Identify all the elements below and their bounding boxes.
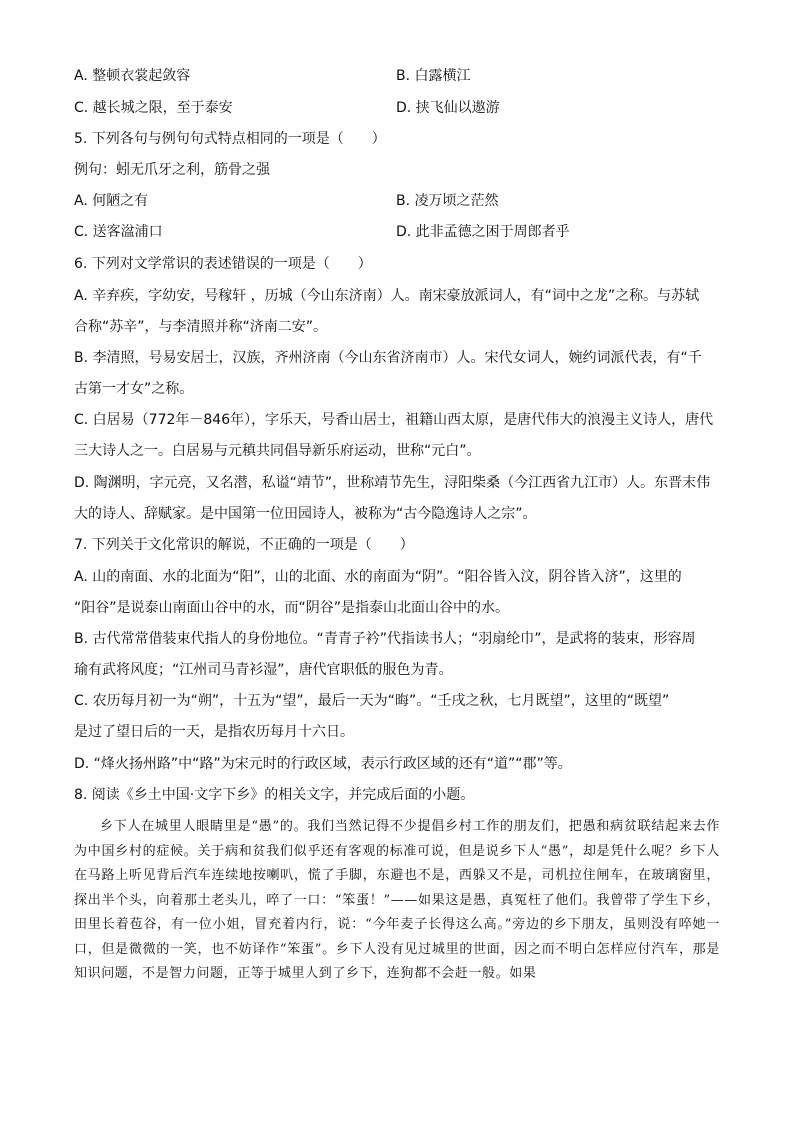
q6-option-d-line1: D. 陶渊明，字元亮，又名潜，私谥“靖节”，世称靖节先生，浔阳柴桑（今江西省九江市）人。东晋末伟: [74, 475, 711, 491]
q6-option-a-line2: 合称“苏辛”，与李清照并称“济南二安”。: [74, 319, 328, 335]
reading-passage: [74, 815, 720, 987]
q6-option-c-line1: C. 白居易（772年－846年），字乐天，号香山居士，祖籍山西太原，是唐代伟大的浪漫主义诗人，唐代: [74, 412, 714, 428]
passage-paragraph: 乡下人在城里人眼睛里是“愚”的。我们当然记得不少提倡乡村工作的朋友们，把愚和病贫联结起来去作为中国乡村的症候。关于病和贫我们似乎还有客观的标准可说，但是说乡下人“愚”，却是凭什么呢？乡下人在马路上听见背后汽车连续地按喇叭，慌了手脚，东避也不是，西躲又不是，司机拉住闸车，在玻璃窗里，探出半个头，向着那土老头儿，啐了一口：“笨蛋！”——如果这是愚，真冤枉了他们。我曾带了学生下乡，田里长着苞谷，有一位小姐，冒充着内行，说：“今年麦子长得这么高。”旁边的乡下朋友，虽则没有啐她一口，但是微微的一笑，也不妨译作“笨蛋”。乡下人没有见过城里的世面，因之而不明白怎样应付汽车，那是知识问题，不是智力问题，正等于城里人到了乡下，连狗都不会赶一般。如果: [74, 819, 720, 981]
q7-option-b-line1: B. 古代常常借装束代指人的身份地位。“青青子衿”代指读书人；“羽扇纶巾”，是武将的装束，形容周: [74, 631, 696, 647]
q7-option-a-line2: “阳谷”是说泰山南面山谷中的水，而“阴谷”是指泰山北面山谷中的水。: [74, 600, 510, 616]
q4-option-a: A. 整顿衣裳起敛容: [74, 68, 191, 84]
q7-option-a-line1: A. 山的南面、水的北面为“阳”，山的北面、水的南面为“阴”。“阳谷皆入汶，阴谷皆入济”，这里的: [74, 569, 682, 585]
q8-stem: 8. 阅读《乡土中国·文字下乡》的相关文字，并完成后面的小题。: [74, 787, 475, 803]
q6-option-a-line1: A. 辛弃疾，字幼安，号稼轩 ，历城（今山东济南）人。南宋豪放派词人，有“词中之龙”之称。与苏轼: [74, 288, 700, 304]
q7-option-b-line2: 瑜有武将风度；“江州司马青衫湿”，唐代官职低的服色为青。: [74, 662, 453, 678]
q5-option-a: A. 何陋之有: [74, 193, 149, 209]
q6-option-b-line1: B. 李清照，号易安居士，汉族，齐州济南（今山东省济南市）人。宋代女词人，婉约词派代表，有“千: [74, 350, 702, 366]
q6-stem: 6. 下列对文学常识的表述错误的一项是（ ）: [74, 256, 372, 272]
q5-option-d: D. 此非孟德之困于周郎者乎: [396, 224, 570, 240]
q6-option-d-line2: 大的诗人、辞赋家。是中国第一位田园诗人，被称为“古今隐逸诗人之宗”。: [74, 506, 537, 522]
q7-option-c-line1: C. 农历每月初一为“朔”，十五为“望”，最后一天为“晦”。“壬戌之秋，七月既望”，这里的“既望”: [74, 693, 670, 709]
q7-option-d: D. “烽火扬州路”中“路”为宋元时的行政区域，表示行政区域的还有“道”“郡”等。: [74, 756, 572, 772]
q4-option-c: C. 越长城之限，至于泰安: [74, 100, 233, 116]
q5-example: 例句：蚓无爪牙之利，筋骨之强: [74, 162, 270, 178]
q7-option-c-line2: 是过了望日后的一天，是指农历每月十六日。: [74, 724, 354, 740]
q4-option-b: B. 白露横江: [396, 68, 471, 84]
q4-option-d: D. 挟飞仙以遨游: [396, 100, 500, 116]
q6-option-b-line2: 古第一才女”之称。: [74, 381, 194, 397]
q5-option-b: B. 凌万顷之茫然: [396, 193, 499, 209]
q6-option-c-line2: 三大诗人之一。白居易与元稹共同倡导新乐府运动，世称“元白”。: [74, 443, 481, 459]
q7-stem: 7. 下列关于文化常识的解说，不正确的一项是（ ）: [74, 537, 414, 553]
q5-option-c: C. 送客湓浦口: [74, 224, 163, 240]
q5-stem: 5. 下列各句与例句句式特点相同的一项是（ ）: [74, 131, 386, 147]
